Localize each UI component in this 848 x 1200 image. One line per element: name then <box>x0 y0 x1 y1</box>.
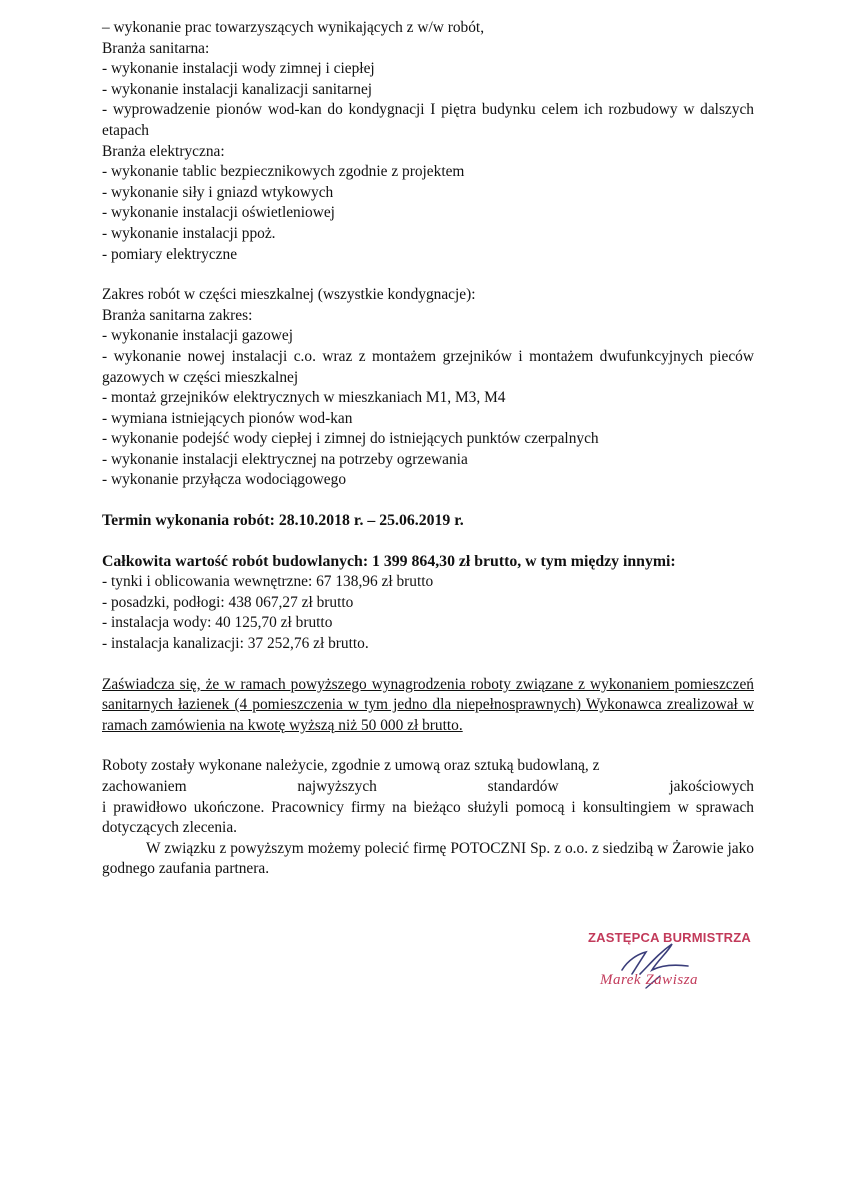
stamp-title: ZASTĘPCA BURMISTRZA <box>588 930 751 945</box>
text-line: - pomiary elektryczne <box>102 245 238 263</box>
handwritten-signature <box>588 930 748 1000</box>
closing-word: standardów <box>487 778 559 795</box>
text-paragraph: - wykonanie nowej instalacji c.o. wraz z montażem grzejników i montażem dwufunkcyjnych pieców gazowych w części mieszkalnej <box>102 347 754 386</box>
value-heading: Całkowita wartość robót budowlanych: 1 399 864,30 zł brutto, w tym między innymi: <box>102 552 676 570</box>
value-item: - instalacja wody: 40 125,70 zł brutto <box>102 614 333 632</box>
value-item: - posadzki, podłogi: 438 067,27 zł brutto <box>102 593 354 611</box>
stamp-name: Marek Zawisza <box>600 972 699 988</box>
text-line: - wykonanie instalacji kanalizacji sanitarnej <box>102 80 373 98</box>
text-paragraph: - wyprowadzenie pionów wod-kan do kondygnacji I piętra budynku celem ich rozbudowy w dalszych etapach <box>102 101 754 139</box>
text-line: - wykonanie instalacji wody zimnej i ciepłej <box>102 60 375 78</box>
closing-line: i prawidłowo ukończone. Pracownicy firmy na bieżąco służyli pomocą i konsultingiem w sprawach dotyczących zlecenia. <box>102 798 754 837</box>
text-line: - wykonanie instalacji elektrycznej na potrzeby ogrzewania <box>102 450 468 468</box>
text-line: Branża elektryczna: <box>102 142 225 160</box>
text-line: Zakres robót w części mieszkalnej (wszystkie kondygnacje): <box>102 286 476 304</box>
certification-paragraph: Zaświadcza się, że w ramach powyższego wynagrodzenia roboty związane z wykonaniem pomieszczeń sanitarnych łazienek (4 pomieszczenia w tym jedno dla niepełnosprawnych) Wykonawca zrealizował w ramach zamówienia na kwotę wyższą niż 50 000 zł brutto. <box>102 675 754 734</box>
text-line: - wykonanie instalacji ppoż. <box>102 224 276 242</box>
section-sanitary-electrical <box>102 18 754 265</box>
closing-spread-line <box>102 777 754 798</box>
text-line: - wykonanie instalacji oświetleniowej <box>102 204 335 222</box>
document-body <box>102 18 754 880</box>
closing-word: najwyższych <box>297 778 377 795</box>
closing-word: jakościowych <box>669 778 754 795</box>
text-line: - wykonanie instalacji gazowej <box>102 327 294 345</box>
closing-paragraph <box>102 756 754 880</box>
text-line: - montaż grzejników elektrycznych w mieszkaniach M1, M3, M4 <box>102 389 506 407</box>
recommendation-paragraph: W związku z powyższym możemy polecić firmę POTOCZNI Sp. z o.o. z siedzibą w Żarowie jako godnego zaufania partnera. <box>102 839 754 878</box>
text-line: - wykonanie przyłącza wodociągowego <box>102 471 347 489</box>
text-line: Branża sanitarna zakres: <box>102 306 253 324</box>
official-stamp <box>588 930 751 1000</box>
text-line: - wykonanie podejść wody ciepłej i zimnej do istniejących punktów czerpalnych <box>102 430 599 448</box>
section-residential <box>102 285 754 491</box>
deadline-heading: Termin wykonania robót: 28.10.2018 r. – 25.06.2019 r. <box>102 512 464 530</box>
closing-line: Roboty zostały wykonane należycie, zgodnie z umową oraz sztuką budowlaną, z <box>102 757 600 775</box>
closing-word: zachowaniem <box>102 778 187 795</box>
text-line: - wykonanie siły i gniazd wtykowych <box>102 183 334 201</box>
value-section <box>102 552 754 655</box>
value-item: - tynki i oblicowania wewnętrzne: 67 138,96 zł brutto <box>102 573 434 591</box>
text-line: - wykonanie tablic bezpiecznikowych zgodnie z projektem <box>102 163 465 181</box>
value-item: - instalacja kanalizacji: 37 252,76 zł brutto. <box>102 635 369 653</box>
text-line: - wymiana istniejących pionów wod-kan <box>102 409 353 427</box>
text-line: Branża sanitarna: <box>102 39 210 57</box>
text-line: – wykonanie prac towarzyszących wynikających z w/w robót, <box>102 19 485 36</box>
